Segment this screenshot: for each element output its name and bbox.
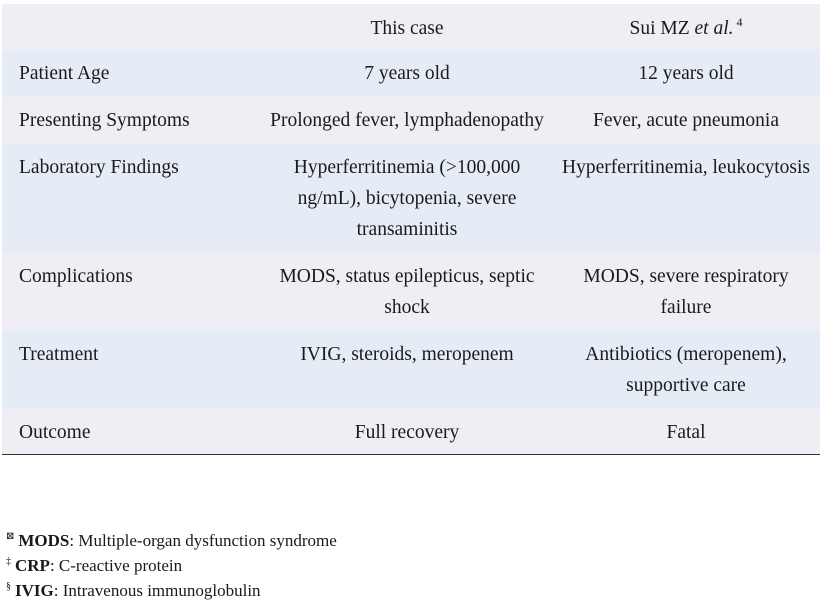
this-case-value: Prolonged fever, lymphadenopathy [270,110,544,131]
header-sui-et-al [552,4,820,50]
table-row-laboratory-findings [2,144,820,253]
header-etal: et al. [694,18,734,39]
header-author: Sui MZ [629,18,690,39]
sui-value: Fatal [552,409,820,455]
footnote-mods [6,528,337,553]
row-label: Presenting Symptoms [19,110,190,131]
row-label: Laboratory Findings [19,157,179,178]
table-row-outcome [2,409,820,455]
sui-value: Antibiotics (meropenem), supportive care [585,344,787,396]
row-label: Patient Age [19,63,110,84]
header-this-case: This case [370,18,444,39]
footnote-definition: : Multiple-organ dysfunction syndrome [69,531,337,550]
table-row-presenting-symptoms [2,97,820,144]
row-label: Treatment [19,344,99,365]
table-row-patient-age [2,50,820,97]
footnote-definition: : C-reactive protein [49,556,183,575]
table-footnotes [6,528,337,603]
comparison-table [2,4,820,455]
footnote-crp [6,553,337,578]
this-case-value: Full recovery [262,409,552,455]
this-case-value: IVIG, steroids, meropenem [300,344,514,365]
footnote-mark: ‡ [6,556,11,567]
footnote-abbreviation: MODS [18,531,70,550]
sui-value: MODS, severe respiratory failure [583,266,789,318]
footnote-abbreviation: IVIG [15,581,54,600]
table-header-row [2,4,820,50]
this-case-value: 7 years old [364,63,450,84]
sui-value: Hyperferritinemia, leukocytosis [561,157,810,178]
row-label: Outcome [2,409,262,455]
sui-value: Fever, acute pneumonia [592,110,780,131]
header-reference: 4 [736,15,743,29]
sui-value: 12 years old [638,63,734,84]
footnote-ivig [6,578,337,603]
footnote-mark: ⊠ [6,531,15,542]
row-label: Complications [19,266,133,287]
this-case-value: Hyperferritinemia (>100,000 ng/mL), bicytopenia, severe transaminitis [293,157,521,240]
footnote-abbreviation: CRP [15,556,50,575]
footnote-mark: § [6,581,11,592]
footnote-definition: : Intravenous immunoglobulin [53,581,261,600]
table-row-complications [2,253,820,331]
header-empty-cell [2,4,262,50]
table-row-treatment [2,331,820,409]
this-case-value: MODS, status epilepticus, septic shock [279,266,535,318]
